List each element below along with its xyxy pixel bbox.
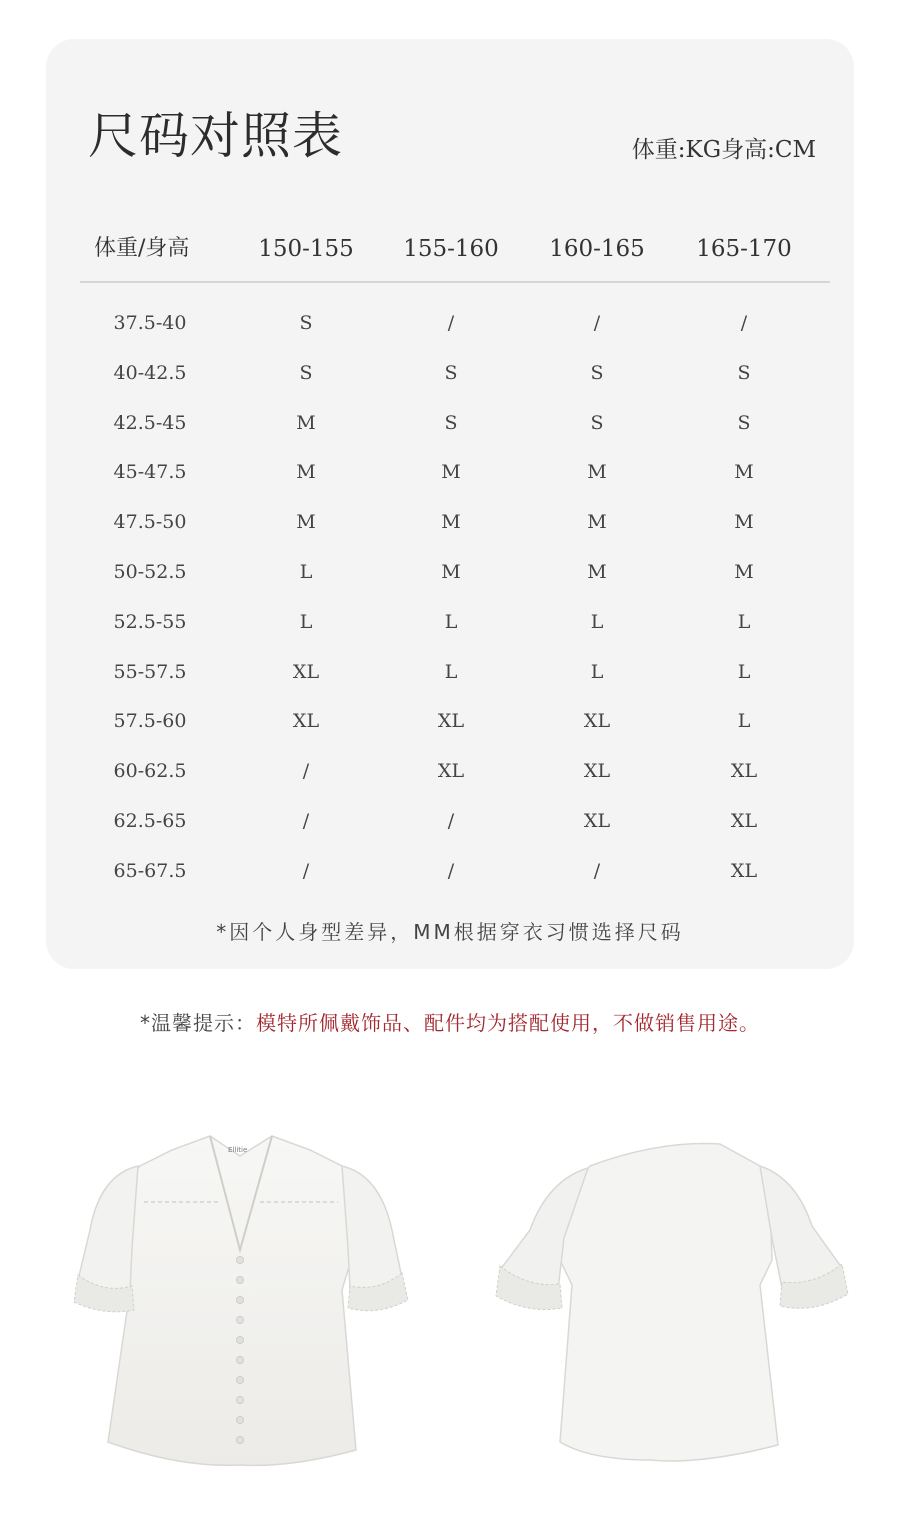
size-cell: S xyxy=(299,312,313,334)
tip-text: 模特所佩戴饰品、配件均为搭配使用，不做销售用途。 xyxy=(256,1011,760,1035)
weight-range-cell: 42.5-45 xyxy=(113,411,187,434)
size-cell: L xyxy=(444,660,458,683)
blouse-front-photo xyxy=(60,1120,420,1500)
table-row xyxy=(0,359,900,409)
size-cell: M xyxy=(296,511,316,534)
size-cell: L xyxy=(299,561,313,583)
size-cell: XL xyxy=(730,859,758,882)
size-cell: L xyxy=(737,660,751,683)
right-sleeve-shape xyxy=(342,1166,402,1292)
left-sleeve-shape xyxy=(78,1166,138,1294)
table-row xyxy=(0,309,900,359)
weight-range-cell: 37.5-40 xyxy=(113,312,187,334)
size-cell: XL xyxy=(292,660,320,683)
table-row xyxy=(0,508,900,558)
blouse-body-shape xyxy=(108,1136,362,1465)
size-cell: / xyxy=(447,810,455,832)
weight-range-cell: 62.5-65 xyxy=(113,810,187,832)
size-cell: M xyxy=(296,461,316,484)
size-cell: M xyxy=(441,461,461,484)
size-cell: L xyxy=(590,660,604,683)
size-cell: L xyxy=(737,610,751,633)
size-cell: / xyxy=(593,859,601,882)
size-cell: / xyxy=(302,810,310,832)
size-cell: XL xyxy=(583,810,611,832)
weight-range-cell: 50-52.5 xyxy=(113,561,187,583)
weight-range-cell: 55-57.5 xyxy=(113,660,187,683)
weight-range-cell: 65-67.5 xyxy=(113,859,187,882)
table-row xyxy=(0,409,900,459)
size-cell: L xyxy=(737,710,751,733)
size-cell: M xyxy=(734,461,754,484)
size-cell: S xyxy=(299,361,313,384)
corner-header: 体重/身高 xyxy=(94,236,190,261)
size-cell: / xyxy=(447,312,455,334)
size-cell: L xyxy=(590,610,604,633)
size-cell: M xyxy=(441,561,461,583)
page-title: 尺码对照表 xyxy=(88,107,343,165)
header-divider xyxy=(80,281,830,283)
column-header: 160-165 xyxy=(549,236,645,262)
size-cell: / xyxy=(447,859,455,882)
table-row xyxy=(0,558,900,608)
size-cell: S xyxy=(737,411,751,434)
column-header: 155-160 xyxy=(403,236,499,262)
size-cell: / xyxy=(302,760,310,783)
table-row xyxy=(0,807,900,857)
table-row xyxy=(0,757,900,807)
table-row xyxy=(0,658,900,708)
size-cell: XL xyxy=(730,760,758,783)
size-cell: XL xyxy=(730,810,758,832)
size-cell: L xyxy=(299,610,313,633)
blouse-back-body-shape xyxy=(560,1143,778,1461)
size-cell: / xyxy=(740,312,748,334)
size-cell: S xyxy=(737,361,751,384)
size-cell: S xyxy=(590,361,604,384)
size-cell: M xyxy=(587,461,607,484)
warm-tip xyxy=(0,1008,900,1038)
size-cell: XL xyxy=(583,710,611,733)
column-header: 150-155 xyxy=(258,236,354,262)
size-cell: M xyxy=(441,511,461,534)
size-cell: M xyxy=(296,411,316,434)
size-cell: XL xyxy=(583,760,611,783)
size-cell: M xyxy=(734,561,754,583)
size-cell: L xyxy=(444,610,458,633)
table-row xyxy=(0,608,900,658)
size-cell: M xyxy=(734,511,754,534)
unit-label: 体重:KG身高:CM xyxy=(631,137,816,163)
size-note: *因个人身型差异，MM根据穿衣习惯选择尺码 xyxy=(216,920,684,944)
weight-range-cell: 47.5-50 xyxy=(113,511,187,534)
size-cell: S xyxy=(444,361,458,384)
tip-lead: *温馨提示： xyxy=(140,1011,256,1035)
size-cell: S xyxy=(590,411,604,434)
size-cell: / xyxy=(302,859,310,882)
blouse-back-photo xyxy=(480,1120,860,1500)
size-cell: / xyxy=(593,312,601,334)
table-row xyxy=(0,707,900,757)
size-cell: XL xyxy=(437,710,465,733)
size-cell: XL xyxy=(437,760,465,783)
column-header: 165-170 xyxy=(696,236,792,262)
weight-range-cell: 40-42.5 xyxy=(113,361,187,384)
size-cell: M xyxy=(587,511,607,534)
table-row xyxy=(0,857,900,907)
size-cell: XL xyxy=(292,710,320,733)
brand-tag-text: Ellitie xyxy=(228,1146,248,1154)
weight-range-cell: 52.5-55 xyxy=(113,610,187,633)
back-right-sleeve-shape xyxy=(760,1166,842,1288)
size-cell: M xyxy=(587,561,607,583)
size-cell: S xyxy=(444,411,458,434)
weight-range-cell: 57.5-60 xyxy=(113,710,187,733)
table-row xyxy=(0,458,900,508)
weight-range-cell: 45-47.5 xyxy=(113,461,187,484)
weight-range-cell: 60-62.5 xyxy=(113,760,187,783)
